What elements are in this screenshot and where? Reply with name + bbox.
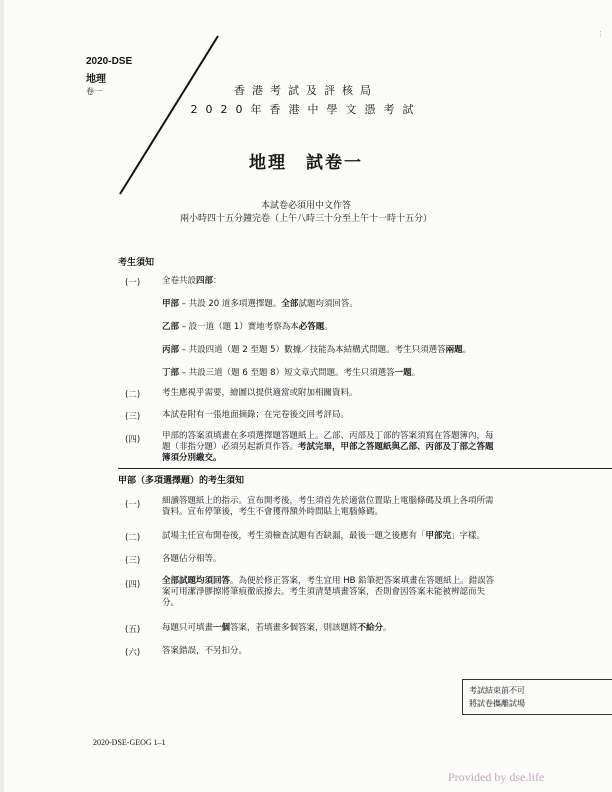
note-number: (三) xyxy=(125,556,141,566)
note-number: (五) xyxy=(125,625,141,635)
time-instruction: 兩小時四十五分鐘完卷（上午八時三十分至上午十一時十五分） xyxy=(179,214,432,224)
note-text: 各題佔分相等。 xyxy=(162,554,222,564)
note-text: 全卷共設四部： xyxy=(162,276,222,286)
part-line: 乙部 – 設一道（題 1）實地考察為本必答題。 xyxy=(162,322,333,332)
note-text: 考生應視乎需要，繪圖以提供適當或附加相關資料。 xyxy=(162,388,358,398)
header-subject: 地理 xyxy=(86,74,106,85)
footer-code: 2020-DSE-GEOG 1–1 xyxy=(93,738,166,747)
note-text: 試場主任宣布開卷後，考生須檢查試題有否缺漏，最後一題之後應有「甲部完」字樣。 xyxy=(162,531,486,541)
note-number: (四) xyxy=(125,435,141,445)
page-title: 地理 試卷一 xyxy=(249,153,363,173)
part-line: 甲部 – 共設 20 道多項選擇題。全部試題均須回答。 xyxy=(162,299,358,309)
scan-specks: ⋮ xyxy=(597,30,604,38)
section-a-heading: 甲部（多項選擇題）的考生須知 xyxy=(118,476,245,486)
note-number: (一) xyxy=(125,500,141,510)
exam-name: 2020年香港中學文憑考試 xyxy=(190,103,422,116)
header-paper: 卷一 xyxy=(86,87,102,96)
part-line: 丙部 – 共設四道（題 2 至題 5）數據／技能為本結構式問題。考生只須選答兩題。 xyxy=(162,345,472,355)
part-line: 丁部 – 共設三道（題 6 至題 8）短文章式問題。考生只須選答一題。 xyxy=(162,368,421,378)
note-number: (六) xyxy=(125,648,141,658)
note-text: 甲部的答案須填畫在多項選擇題答題紙上。乙部、丙部及丁部的答案須寫在答題簿內，每 題（非指分題）必須另起新頁作答。考試完畢，甲部之答題紙與乙部、丙部及丁部之答題 簿須分別繳交。 xyxy=(162,431,494,463)
note-text: 本試卷附有一張地面摘錄；在完卷後交回考評局。 xyxy=(162,410,350,420)
section-divider xyxy=(118,468,612,469)
note-number: (一) xyxy=(125,278,141,288)
note-number: (二) xyxy=(125,390,141,400)
note-text: 細讀答題紙上的指示。宣布開考後，考生須首先於適當位置貼上電腦條碼及填上各項所需 資料。宣布停筆後，考生不會獲得額外時間貼上電腦條碼。 xyxy=(162,496,494,517)
do-not-remove-stamp: 考試結束前不可 將試卷攜離試場 xyxy=(462,679,612,715)
note-text: 答案錯誤，不另扣分。 xyxy=(162,646,248,656)
source-watermark: Provided by dse.life xyxy=(448,770,545,784)
note-number: (四) xyxy=(125,580,141,590)
note-text: 全部試題均須回答。為便於修正答案，考生宜用 HB 鉛筆把答案填畫在答題紙上。錯誤答 案可用潔淨膠擦將筆痕徹底擦去。考生須清楚填畫答案，否則會因答案未能被辨認而失 分。 xyxy=(162,576,495,608)
exam-authority: 香港考試及評核局 xyxy=(234,84,378,97)
header-code: 2020-DSE xyxy=(86,56,133,67)
note-number: (三) xyxy=(125,412,141,422)
language-instruction: 本試卷必須用中文作答 xyxy=(260,201,351,211)
note-text: 每題只可填畫一個答案，若填畫多個答案，則該題將不給分。 xyxy=(162,623,392,633)
note-number: (二) xyxy=(125,533,141,543)
notes-heading: 考生須知 xyxy=(118,258,155,268)
